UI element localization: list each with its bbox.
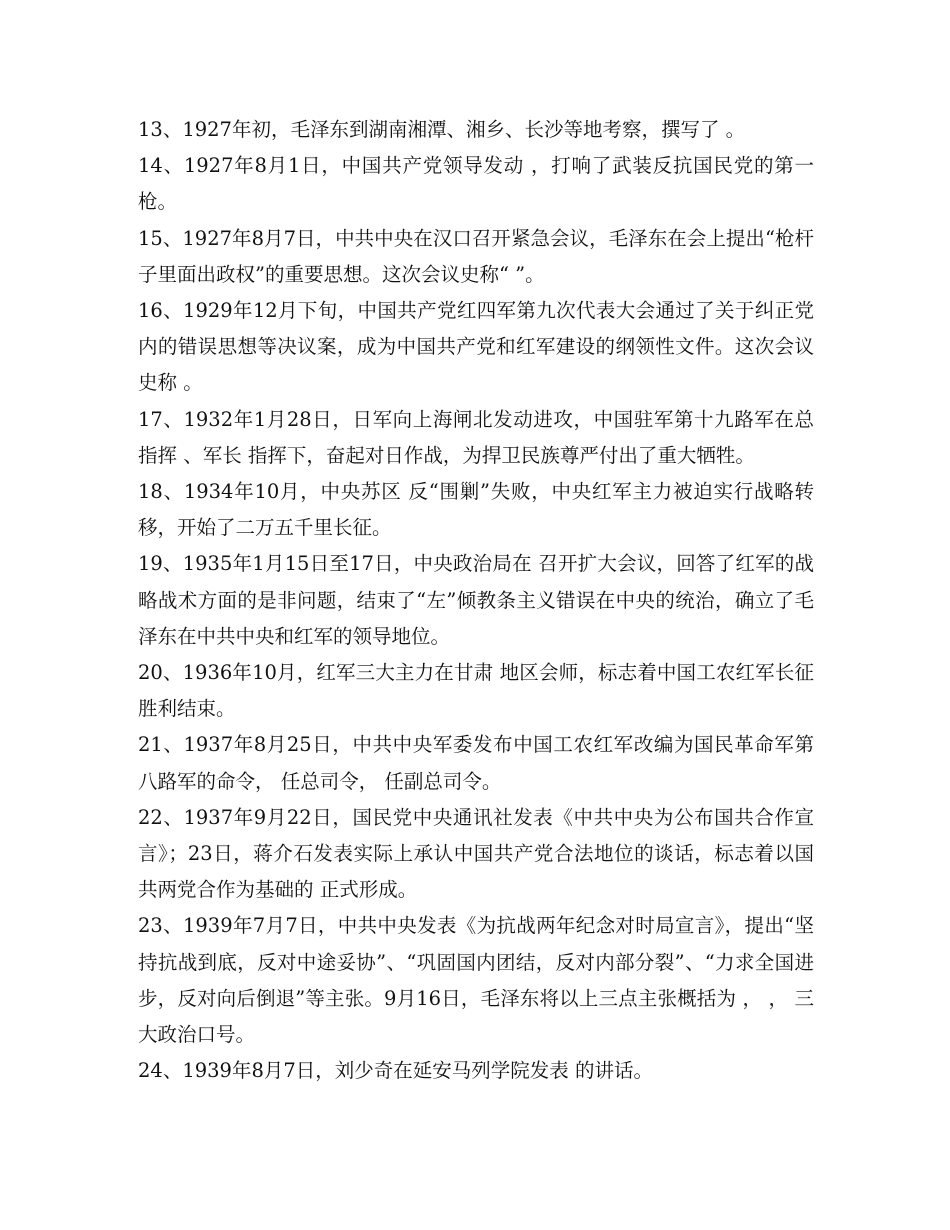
question-22: 22、1937年9月22日，国民党中央通讯社发表《中共中央为公布国共合作宣言》；23日，蒋介石发表实际上承认中国共产党合法地位的谈话，标志着以国共两党合作为基础的 正式形成。 — [138, 805, 814, 902]
question-20: 20、1936年10月，红军三大主力在甘肃 地区会师，标志着中国工农红军长征胜利结束。 — [138, 661, 814, 721]
question-18: 18、1934年10月，中央苏区 反“围剿”失败，中央红军主力被迫实行战略转移，开始了二万五千里长征。 — [138, 480, 814, 540]
question-16: 16、1929年12月下旬，中国共产党红四军第九次代表大会通过了关于纠正党内的错误思想等决议案，成为中国共产党和红军建设的纲领性文件。这次会议史称 。 — [138, 299, 814, 395]
question-23: 23、1939年7月7日，中共中央发表《为抗战两年纪念对时局宣言》，提出“坚持抗战到底，反对中途妥协”、“巩固国内团结，反对内部分裂”、“力求全国进步，反对向后倒退”等主张。9月16日，毛泽东将以上三点主张概括为 ， ， 三大政治口号。 — [138, 914, 814, 1047]
question-14: 14、1927年8月1日，中国共产党领导发动 ，打响了武装反抗国民党的第一枪。 — [138, 154, 814, 214]
question-19: 19、1935年1月15日至17日，中央政治局在 召开扩大会议，回答了红军的战略战术方面的是非问题，结束了“左”倾教条主义错误在中央的统治，确立了毛泽东在中共中央和红军的领导地位。 — [138, 552, 814, 648]
question-24: 24、1939年8月7日，刘少奇在延安马列学院发表 的讲话。 — [138, 1059, 653, 1083]
question-13: 13、1927年初，毛泽东到湖南湘潭、湘乡、长沙等地考察，撰写了 。 — [138, 118, 746, 141]
question-21: 21、1937年8月25日，中共中央军委发布中国工农红军改编为国民革命军第八路军的命令， 任总司令， 任副总司令。 — [138, 733, 814, 793]
document-body — [138, 112, 814, 1089]
question-17: 17、1932年1月28日，日军向上海闸北发动进攻，中国驻军第十九路军在总指挥 、军长 指挥下，奋起对日作战，为捍卫民族尊严付出了重大牺牲。 — [138, 407, 814, 467]
question-15: 15、1927年8月7日，中共中央在汉口召开紧急会议，毛泽东在会上提出“枪杆子里面出政权”的重要思想。这次会议史称“ ”。 — [138, 226, 814, 286]
